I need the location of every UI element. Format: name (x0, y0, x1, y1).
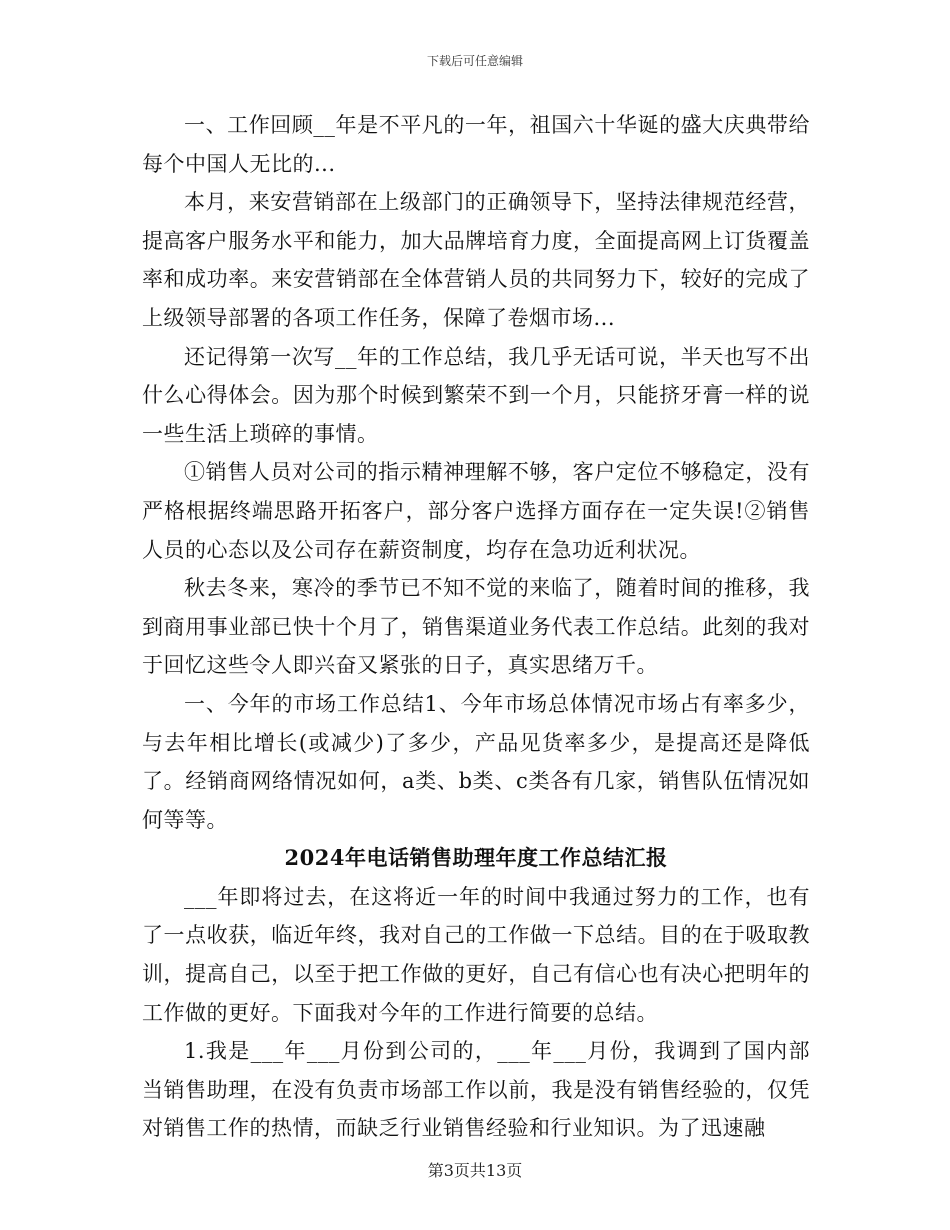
paragraph: ①销售人员对公司的指示精神理解不够，客户定位不够稳定，没有严格根据终端思路开拓客户，部分客户选择方面存在一定失误!②销售人员的心态以及公司存在薪资制度，均存在急功近利状况。 (142, 460, 810, 562)
page-number: 第3页共13页 (427, 1161, 523, 1180)
paragraph: ___年即将过去，在这将近一年的时间中我通过努力的工作，也有了一点收获，临近年终，我对自己的工作做一下总结。目的在于吸取教训，提高自己，以至于把工作做的更好，自己有信心也有决心把明年的工作做的更好。下面我对今年的工作进行简要的总结。 (142, 884, 810, 1025)
paragraph: 一、今年的市场工作总结1、今年市场总体情况市场占有率多少，与去年相比增长(或减少)了多少，产品见货率多少，是提高还是降低了。经销商网络情况如何，a类、b类、c类各有几家，销售队伍情况如何等等。 (142, 691, 810, 832)
paragraph: 1.我是___年___月份到公司的，___年___月份，我调到了国内部当销售助理，在没有负责市场部工作以前，我是没有销售经验的，仅凭对销售工作的热情，而缺乏行业销售经验和行业知识。为了迅速融 (142, 1039, 810, 1141)
section-title: 2024年电话销售助理年度工作总结汇报 (284, 845, 668, 871)
paragraph: 本月，来安营销部在上级部门的正确领导下，坚持法律规范经营，提高客户服务水平和能力，加大品牌培育力度，全面提高网上订货覆盖率和成功率。来安营销部在全体营销人员的共同努力下，较好的完成了上级领导部署的各项工作任务，保障了卷烟市场... (142, 190, 810, 330)
paragraph: 一、工作回顾__年是不平凡的一年，祖国六十华诞的盛大庆典带给每个中国人无比的... (142, 113, 810, 176)
paragraph: 还记得第一次写__年的工作总结，我几乎无话可说，半天也写不出什么心得体会。因为那个时候到繁荣不到一个月，只能挤牙膏一样的说一些生活上琐碎的事情。 (142, 344, 810, 446)
paragraph: 秋去冬来，寒冷的季节已不知不觉的来临了，随着时间的推移，我到商用事业部已快十个月了，销售渠道业务代表工作总结。此刻的我对于回忆这些令人即兴奋又紧张的日子，真实思绪万千。 (142, 576, 810, 678)
document-body (142, 106, 810, 1148)
page-header: 下载后可任意编辑 (426, 54, 523, 68)
